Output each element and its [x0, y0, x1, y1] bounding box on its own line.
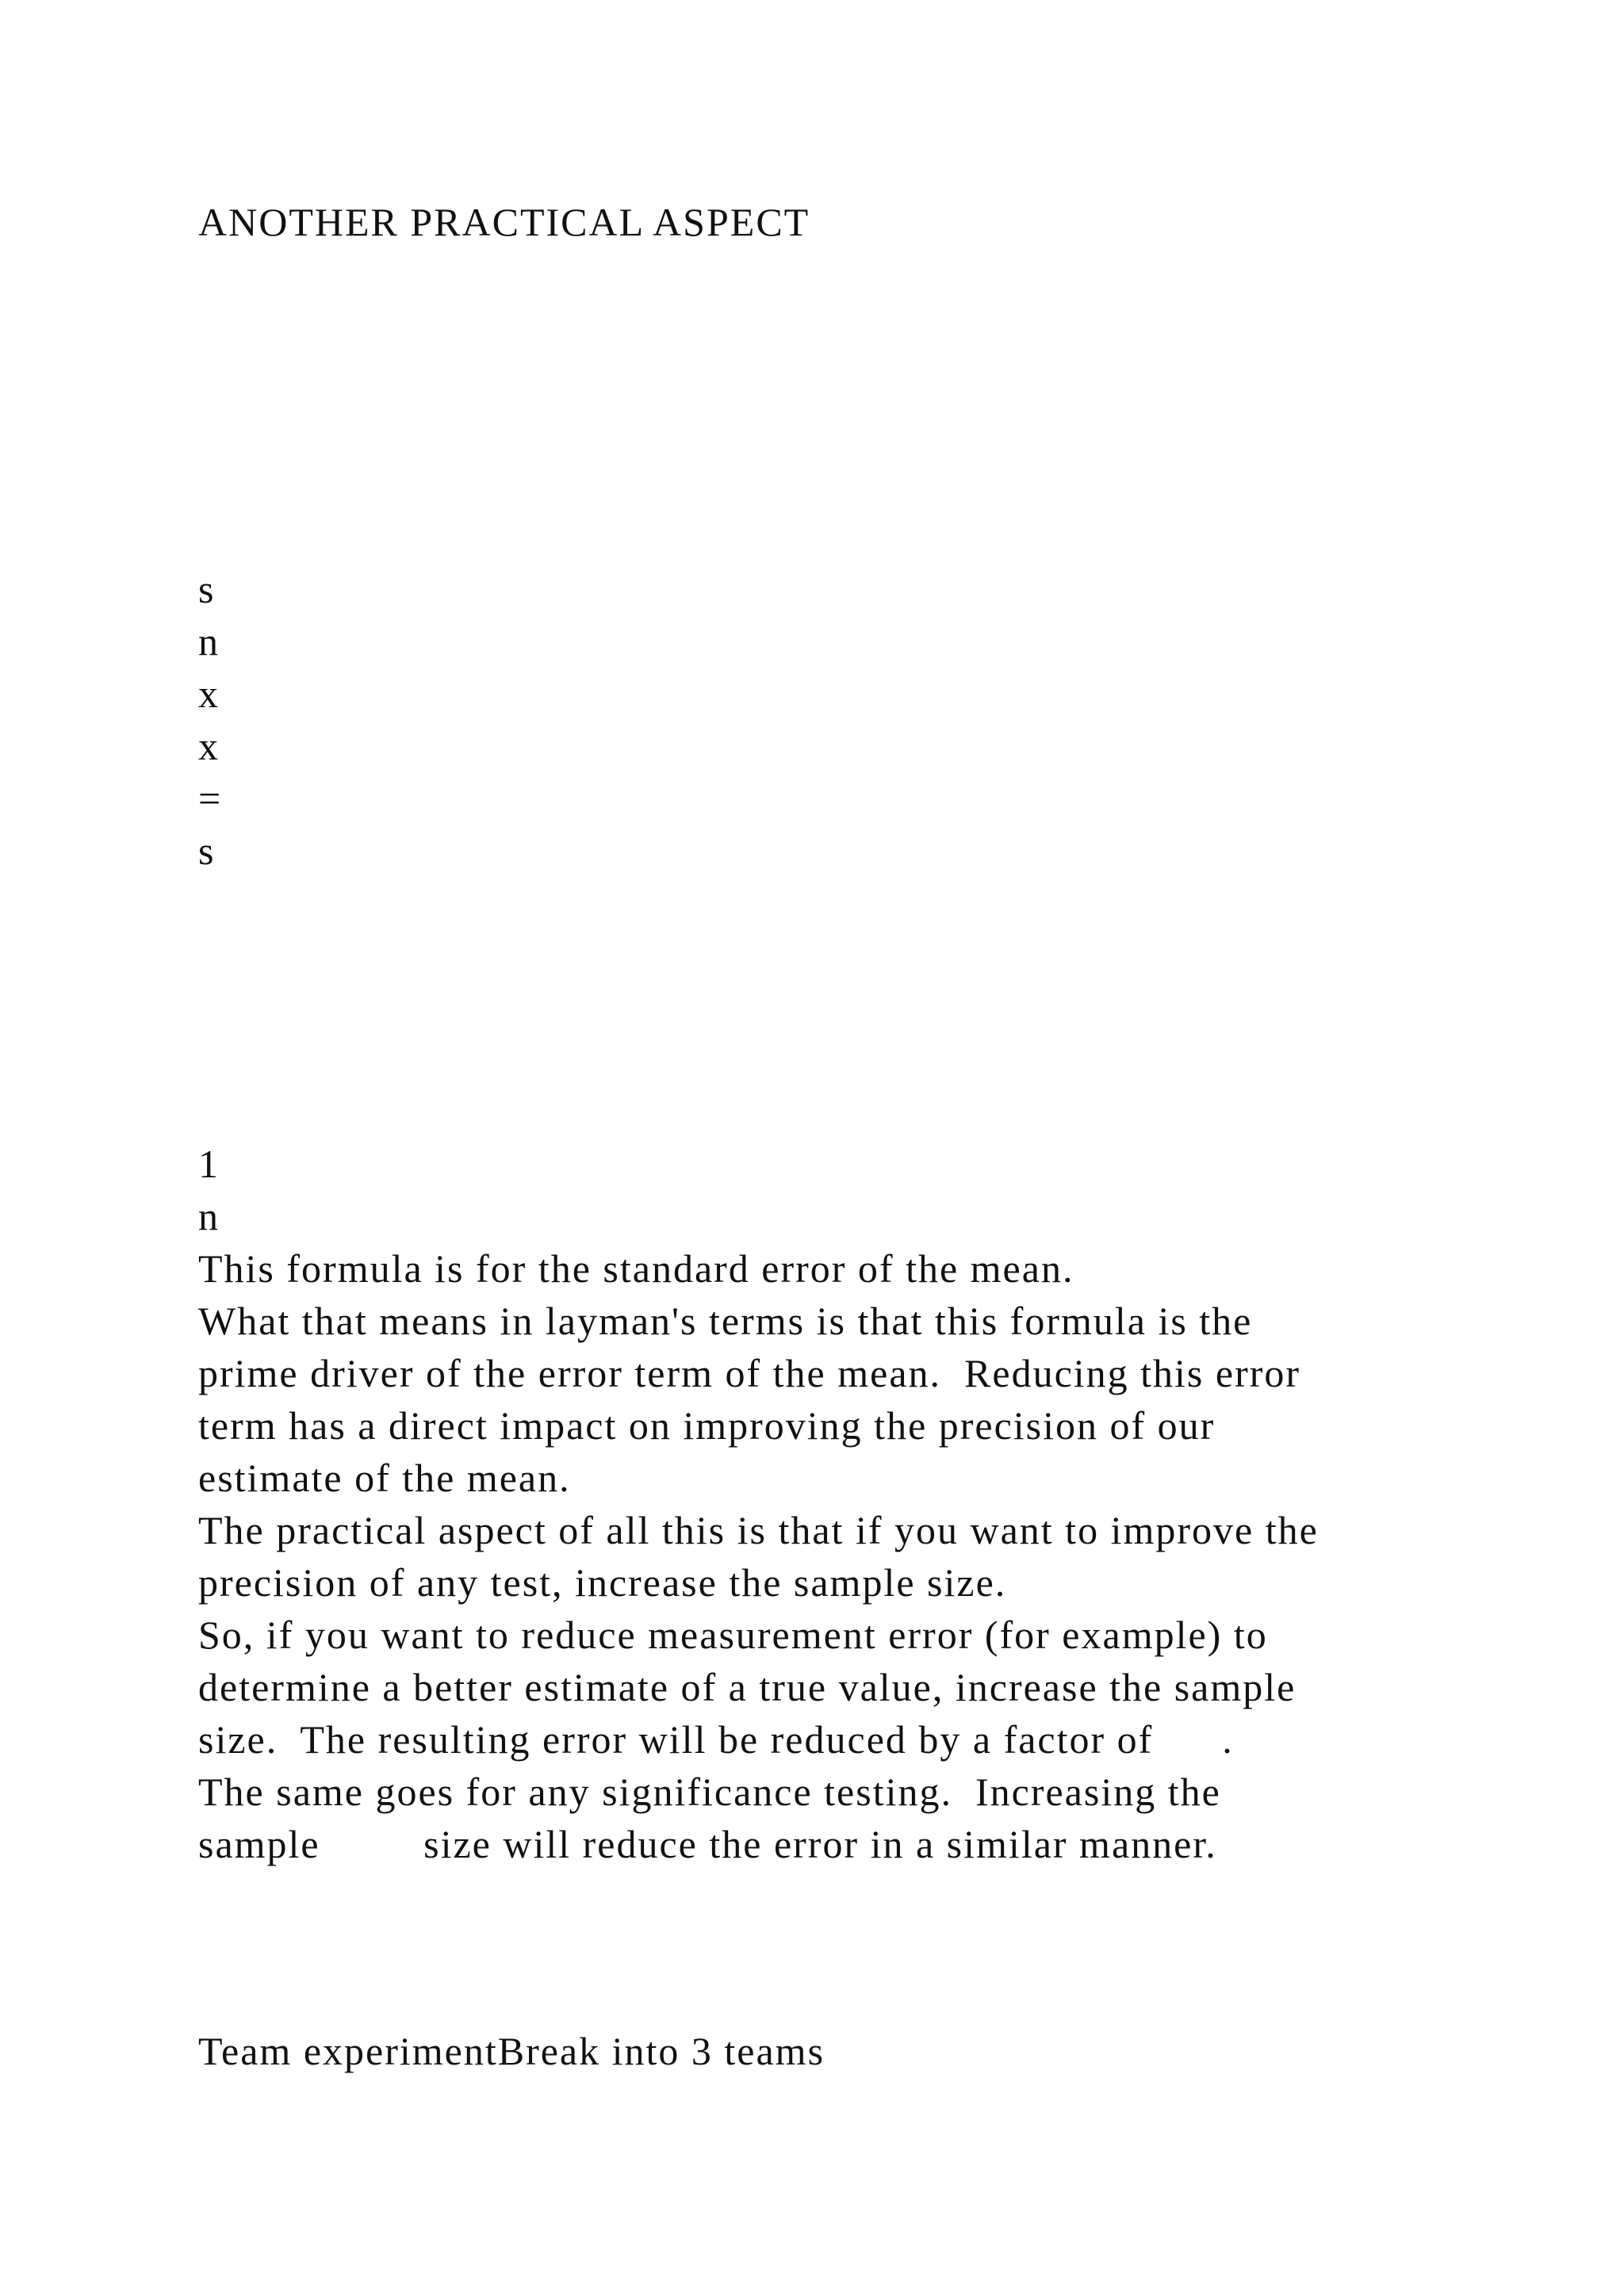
formula-char: s: [198, 567, 216, 611]
formula-char: n: [198, 1194, 220, 1238]
body-line: What that means in layman's terms is that this formula is the: [198, 1299, 1253, 1343]
body-line: The practical aspect of all this is that if you want to improve the: [198, 1508, 1319, 1552]
body-line: term has a direct impact on improving the precision of our: [198, 1403, 1216, 1448]
formula-char: s: [198, 828, 216, 873]
page-heading: ANOTHER PRACTICAL ASPECT: [198, 200, 810, 244]
body-line: sample size will reduce the error in a similar manner.: [198, 1822, 1217, 1866]
footer-line: Team experimentBreak into 3 teams: [198, 2029, 825, 2073]
formula-char: x: [198, 672, 220, 716]
formula-char: 1: [198, 1142, 220, 1186]
body-line: estimate of the mean.: [198, 1456, 571, 1500]
body-line: precision of any test, increase the sample size.: [198, 1560, 1007, 1605]
body-line: The same goes for any significance testing. Increasing the: [198, 1770, 1221, 1814]
body-line: This formula is for the standard error of the mean.: [198, 1246, 1074, 1291]
body-line: prime driver of the error term of the mean. Reducing this error: [198, 1351, 1301, 1395]
formula-char: x: [198, 724, 220, 768]
formula-char: n: [198, 619, 220, 664]
body-line: size. The resulting error will be reduced by a factor of .: [198, 1717, 1234, 1762]
body-line: So, if you want to reduce measurement error (for example) to: [198, 1613, 1268, 1657]
formula-char: =: [198, 776, 223, 821]
body-line: determine a better estimate of a true value, increase the sample: [198, 1665, 1297, 1709]
